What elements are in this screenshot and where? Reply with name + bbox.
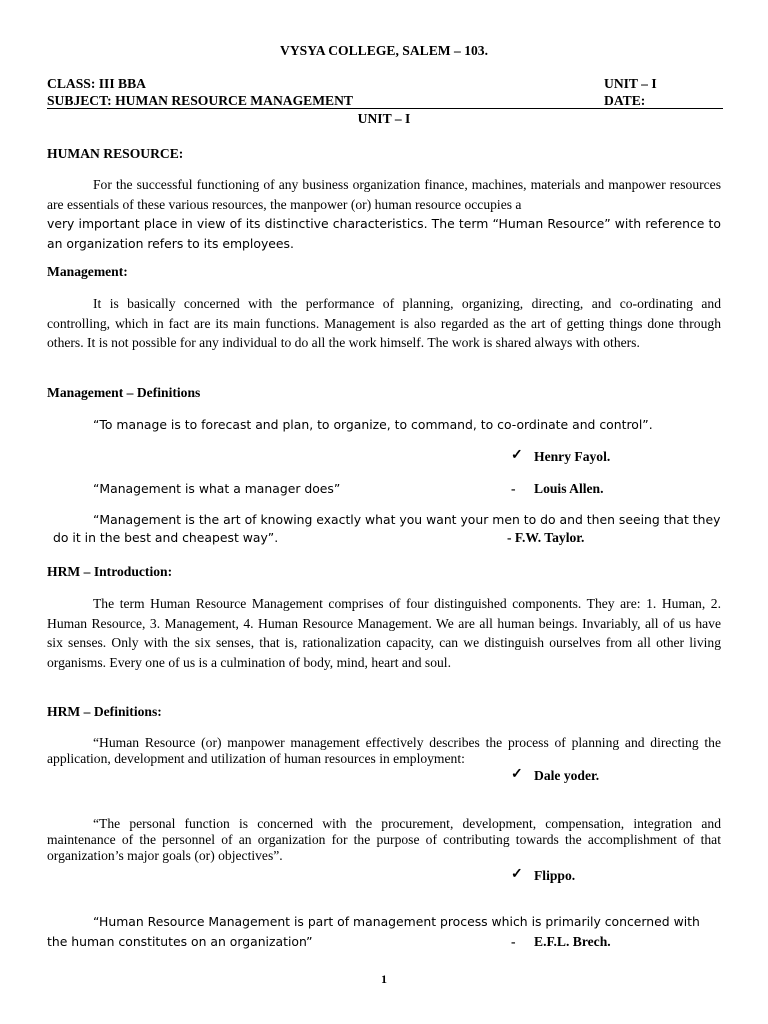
hr-paragraph-1: For the successful functioning of any business organization finance, machines, materials and manpower resources are essentials of these various resources, the manpower (or) human resource occupies a [47, 177, 721, 212]
author-allen: Louis Allen. [534, 481, 604, 496]
quote-brech-line-1: “Human Resource Management is part of management process which is primarily concerned with [93, 914, 700, 929]
hrm-intro-heading: HRM – Introduction: [47, 564, 173, 579]
quote-yoder: “Human Resource (or) manpower management effectively describes the process of planning and directing the application, development and utilization of human resources in employment: [47, 735, 721, 766]
class-label: CLASS: III BBA [47, 76, 146, 91]
check-icon: ✓ [511, 448, 523, 463]
unit-center-heading: UNIT – I [357, 111, 411, 126]
author-flippo: Flippo. [534, 868, 576, 883]
quote-taylor-line-1: “Management is the art of knowing exactly what you want your men to do and then seeing that they [93, 512, 721, 527]
dash-brech: - [511, 934, 516, 949]
author-yoder: Dale yoder. [534, 768, 600, 783]
check-icon: ✓ [511, 767, 523, 782]
hrm-intro-paragraph: The term Human Resource Management comprises of four distinguished components. They are: 1. Human, 2. Human Resource, 3. Management, 4. Human Resource Management. We are all human beings. Invariably, all of us have six senses. Only with the six senses, that is, rationalization capacity, can we distinguish ourselves from all other living organisms. Every one of us is a culmination of body, mind, heart and soul. [47, 596, 721, 670]
management-paragraph: It is basically concerned with the performance of planning, organizing, directing, and co-ordinating and controlling, which in fact are its main functions. Management is also regarded as the art of getting things done through others. It is not possible for any individual to do all the work himself. The work is shared always with others. [47, 296, 721, 351]
author-brech: E.F.L. Brech. [534, 934, 611, 949]
quote-brech-line-2: the human constitutes on an organization” [47, 934, 313, 949]
hrm-definitions-heading: HRM – Definitions: [47, 704, 162, 719]
dash-allen: - [511, 481, 516, 496]
page-number: 1 [381, 972, 387, 986]
check-icon: ✓ [511, 867, 523, 882]
author-fayol: Henry Fayol. [534, 449, 611, 464]
management-definitions-heading: Management – Definitions [47, 385, 201, 400]
hr-paragraph-2: very important place in view of its distinctive characteristics. The term “Human Resource” with reference to an organization refers to its employees. [47, 216, 721, 251]
quote-fayol: “To manage is to forecast and plan, to organize, to command, to co-ordinate and control”. [93, 417, 653, 432]
quote-taylor-line-2: do it in the best and cheapest way”. [53, 530, 279, 545]
subject-label: SUBJECT: HUMAN RESOURCE MANAGEMENT [47, 93, 353, 108]
management-heading: Management: [47, 264, 128, 279]
date-label: DATE: [604, 93, 646, 108]
quote-allen: “Management is what a manager does” [93, 481, 341, 496]
author-taylor: - F.W. Taylor. [507, 530, 585, 545]
hr-heading: HUMAN RESOURCE: [47, 146, 184, 161]
header-rule [47, 108, 723, 109]
unit-label-right: UNIT – I [604, 76, 657, 91]
quote-flippo: “The personal function is concerned with the procurement, development, compensation, integration and maintenance of the personnel of an organization for the purpose of contributing towards the accomplishment of that organization’s major goals (or) objectives”. [47, 816, 721, 863]
college-title: VYSYA COLLEGE, SALEM – 103. [280, 43, 488, 58]
